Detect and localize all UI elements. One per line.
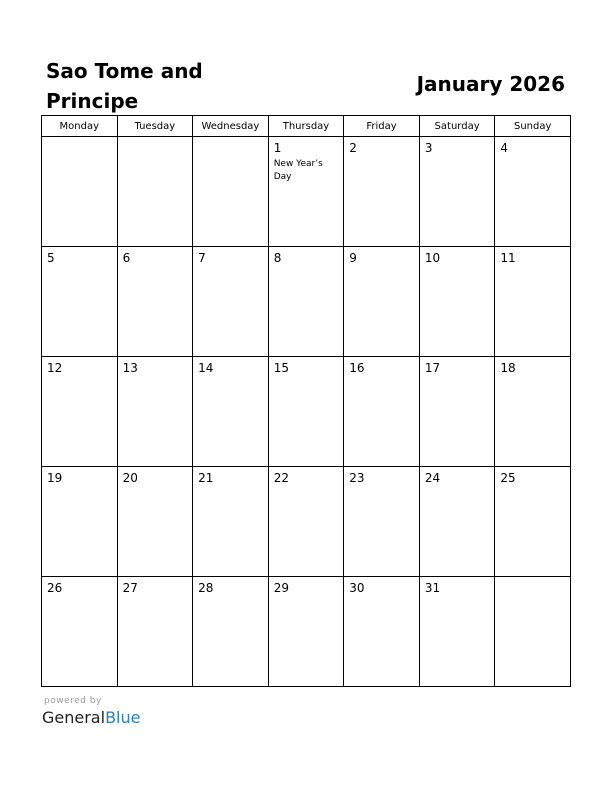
day-cell xyxy=(419,247,495,357)
day-number: 11 xyxy=(500,251,516,265)
weekday-header-row xyxy=(42,116,571,137)
day-cell xyxy=(117,467,193,577)
day-cell xyxy=(42,247,118,357)
day-cell xyxy=(117,357,193,467)
day-cell xyxy=(344,247,420,357)
day-number: 3 xyxy=(424,141,433,155)
month-title: January 2026 xyxy=(416,72,565,96)
brand-general-text: General xyxy=(42,708,106,727)
day-number: 4 xyxy=(500,141,509,155)
day-number: 19 xyxy=(47,471,63,485)
day-number: 22 xyxy=(273,471,289,485)
day-cell xyxy=(42,357,118,467)
day-number: 2 xyxy=(349,141,357,155)
brand-wordmark xyxy=(42,708,140,728)
day-number: 13 xyxy=(122,361,138,375)
day-cell xyxy=(268,577,344,687)
day-cell xyxy=(42,137,118,247)
day-number: 16 xyxy=(349,361,365,375)
day-cell xyxy=(419,357,495,467)
day-cell xyxy=(419,577,495,687)
day-number: 5 xyxy=(47,251,55,265)
day-number: 17 xyxy=(424,361,441,375)
country-title: Sao Tome and Principe xyxy=(46,59,203,113)
day-cell xyxy=(193,247,269,357)
weekday-header: Friday xyxy=(344,116,420,137)
day-number: 24 xyxy=(424,471,441,485)
week-row xyxy=(42,467,571,577)
day-number: 29 xyxy=(273,581,289,595)
holiday-label: New Year’s Day xyxy=(273,159,323,182)
day-number: 25 xyxy=(500,471,516,485)
powered-by-label: powered by xyxy=(44,696,102,706)
day-number: 28 xyxy=(198,581,214,595)
day-cell xyxy=(193,577,269,687)
calendar-grid xyxy=(41,115,571,687)
day-cell xyxy=(344,137,420,247)
day-number: 21 xyxy=(198,471,214,485)
day-cell xyxy=(193,137,269,247)
day-cell xyxy=(193,357,269,467)
brand-blue-text: Blue xyxy=(105,708,141,727)
day-number: 12 xyxy=(47,361,63,375)
day-cell xyxy=(495,137,571,247)
weekday-header: Sunday xyxy=(495,116,571,137)
weekday-header: Tuesday xyxy=(117,116,193,137)
day-number: 1 xyxy=(273,141,282,155)
day-number: 15 xyxy=(273,361,289,375)
weekday-header: Monday xyxy=(42,116,118,137)
day-number: 23 xyxy=(349,471,365,485)
week-row xyxy=(42,137,571,247)
day-cell xyxy=(268,137,344,247)
day-cell xyxy=(42,577,118,687)
day-number: 10 xyxy=(424,251,441,265)
weekday-header: Wednesday xyxy=(193,116,269,137)
day-cell xyxy=(495,467,571,577)
day-cell xyxy=(495,357,571,467)
week-row xyxy=(42,577,571,687)
day-cell xyxy=(117,247,193,357)
day-number: 18 xyxy=(500,361,516,375)
day-cell xyxy=(268,467,344,577)
day-cell xyxy=(344,467,420,577)
day-number: 30 xyxy=(349,581,365,595)
generalblue-logo xyxy=(42,696,140,728)
day-cell xyxy=(495,577,571,687)
day-number: 8 xyxy=(273,251,282,265)
day-cell xyxy=(419,137,495,247)
day-number: 7 xyxy=(198,251,206,265)
day-number: 26 xyxy=(47,581,63,595)
day-number: 6 xyxy=(122,251,131,265)
day-cell xyxy=(344,357,420,467)
week-row xyxy=(42,357,571,467)
day-cell xyxy=(419,467,495,577)
day-number: 14 xyxy=(198,361,214,375)
day-cell xyxy=(42,467,118,577)
weekday-header: Thursday xyxy=(268,116,344,137)
day-cell xyxy=(117,577,193,687)
day-number: 20 xyxy=(122,471,138,485)
week-row xyxy=(42,247,571,357)
day-cell xyxy=(268,247,344,357)
day-cell xyxy=(268,357,344,467)
day-number: 9 xyxy=(349,251,357,265)
day-cell xyxy=(495,247,571,357)
day-cell xyxy=(117,137,193,247)
day-number: 27 xyxy=(122,581,138,595)
day-cell xyxy=(344,577,420,687)
day-cell xyxy=(193,467,269,577)
weekday-header: Saturday xyxy=(419,116,495,137)
day-number: 31 xyxy=(424,581,441,595)
